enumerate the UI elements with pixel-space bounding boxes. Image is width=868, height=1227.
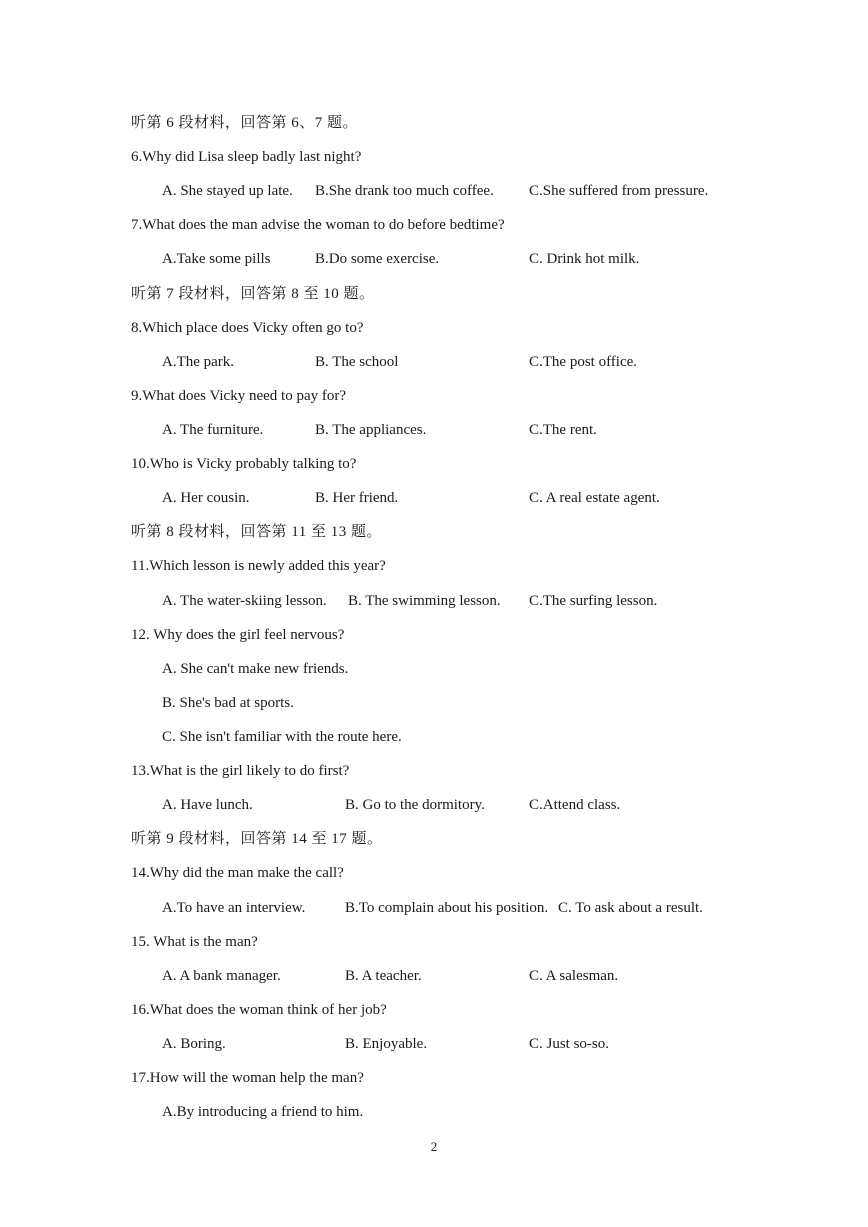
- q12-option-c: C. She isn't familiar with the route here.: [162, 729, 402, 745]
- q10-option-c: C. A real estate agent.: [529, 490, 660, 506]
- q16-option-b: B. Enjoyable.: [345, 1036, 428, 1052]
- q6-option-b: B.She drank too much coffee.: [315, 183, 494, 199]
- q14-option-a: A.To have an interview.: [162, 900, 306, 916]
- page-number: 2: [430, 1139, 438, 1154]
- question-8: 8.Which place does Vicky often go to?: [131, 320, 364, 336]
- q10-option-b: B. Her friend.: [315, 490, 399, 506]
- q12-option-a: A. She can't make new friends.: [162, 661, 349, 677]
- q14-option-b: B.To complain about his position.: [345, 900, 549, 916]
- question-15: 15. What is the man?: [131, 934, 258, 950]
- q11-option-b: B. The swimming lesson.: [348, 593, 501, 609]
- q9-option-b: B. The appliances.: [315, 422, 427, 438]
- q12-option-b: B. She's bad at sports.: [162, 695, 294, 711]
- question-17: 17.How will the woman help the man?: [131, 1070, 364, 1086]
- q9-option-a: A. The furniture.: [162, 422, 264, 438]
- section-heading: 听第 9 段材料，回答第 14 至 17 题。: [131, 831, 383, 847]
- q9-option-c: C.The rent.: [529, 422, 597, 438]
- q14-option-c: C. To ask about a result.: [558, 900, 703, 916]
- q6-option-a: A. She stayed up late.: [162, 183, 293, 199]
- q8-option-a: A.The park.: [162, 354, 235, 370]
- section-heading: 听第 6 段材料，回答第 6、7 题。: [131, 115, 359, 131]
- question-13: 13.What is the girl likely to do first?: [131, 763, 350, 779]
- q8-option-c: C.The post office.: [529, 354, 638, 370]
- q11-option-a: A. The water-skiing lesson.: [162, 593, 327, 609]
- q10-option-a: A. Her cousin.: [162, 490, 250, 506]
- question-9: 9.What does Vicky need to pay for?: [131, 388, 347, 404]
- q17-option-a: A.By introducing a friend to him.: [162, 1104, 364, 1120]
- section-heading: 听第 8 段材料，回答第 11 至 13 题。: [131, 524, 382, 540]
- q11-option-c: C.The surfing lesson.: [529, 593, 658, 609]
- q15-option-a: A. A bank manager.: [162, 968, 281, 984]
- q7-option-a: A.Take some pills: [162, 251, 271, 267]
- q7-option-c: C. Drink hot milk.: [529, 251, 640, 267]
- question-7: 7.What does the man advise the woman to do before bedtime?: [131, 217, 505, 233]
- q7-option-b: B.Do some exercise.: [315, 251, 440, 267]
- q13-option-a: A. Have lunch.: [162, 797, 253, 813]
- q13-option-b: B. Go to the dormitory.: [345, 797, 485, 813]
- q16-option-a: A. Boring.: [162, 1036, 226, 1052]
- section-heading: 听第 7 段材料，回答第 8 至 10 题。: [131, 286, 375, 302]
- q8-option-b: B. The school: [315, 354, 399, 370]
- q15-option-b: B. A teacher.: [345, 968, 422, 984]
- q16-option-c: C. Just so-so.: [529, 1036, 610, 1052]
- question-12: 12. Why does the girl feel nervous?: [131, 627, 345, 643]
- question-10: 10.Who is Vicky probably talking to?: [131, 456, 357, 472]
- q13-option-c: C.Attend class.: [529, 797, 621, 813]
- question-6: 6.Why did Lisa sleep badly last night?: [131, 149, 362, 165]
- q15-option-c: C. A salesman.: [529, 968, 619, 984]
- question-11: 11.Which lesson is newly added this year?: [131, 558, 386, 574]
- q6-option-c: C.She suffered from pressure.: [529, 183, 709, 199]
- question-16: 16.What does the woman think of her job?: [131, 1002, 387, 1018]
- question-14: 14.Why did the man make the call?: [131, 865, 344, 881]
